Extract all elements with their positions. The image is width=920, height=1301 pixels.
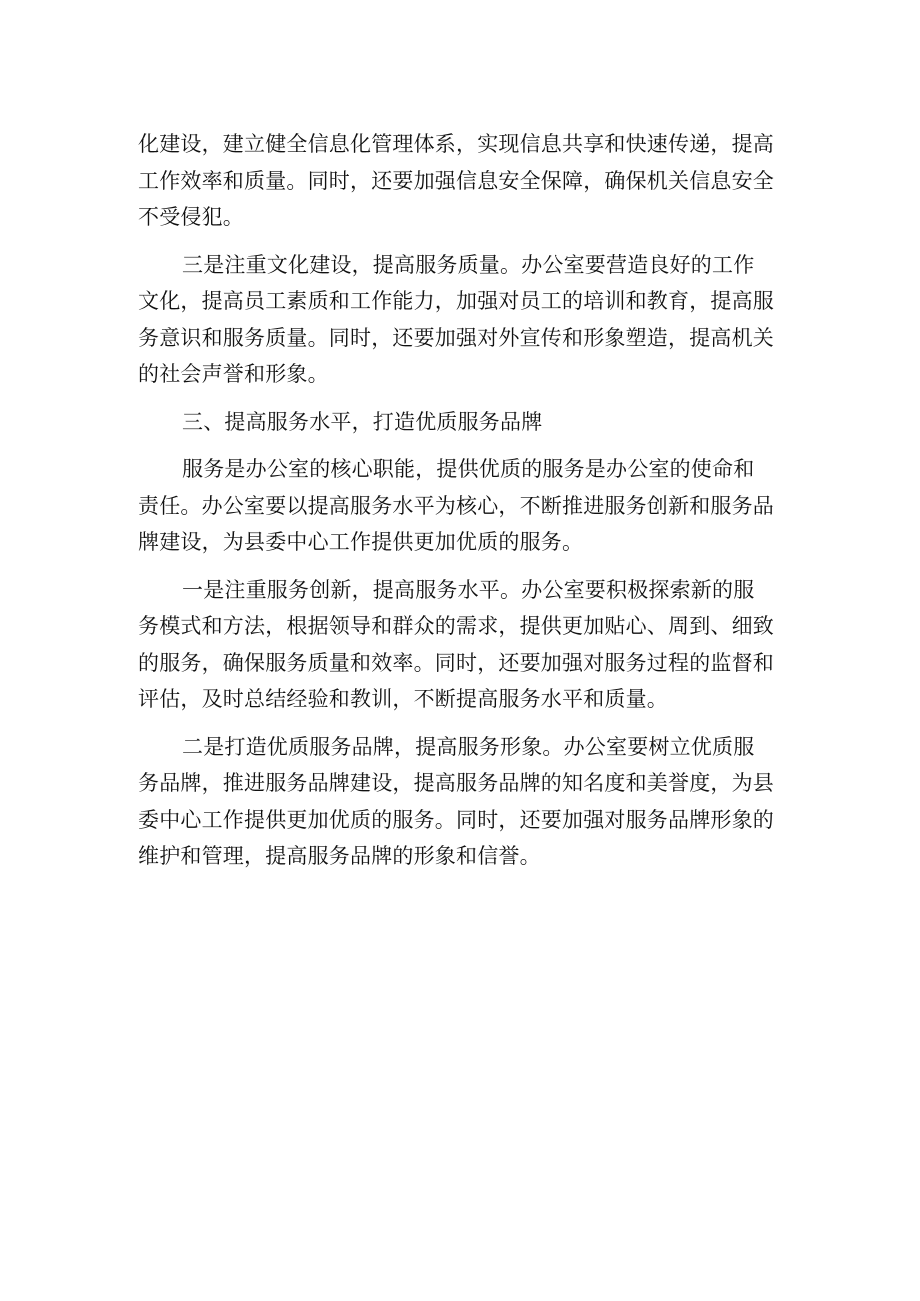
text-line: 牌建设，为县委中心工作提供更加优质的服务。 (138, 530, 584, 554)
text-line: 务意识和服务质量。同时，还要加强对外宣传和形象塑造，提高机关 (138, 325, 774, 350)
text-line: 责任。办公室要以提高服务水平为核心，不断推进服务创新和服务品 (138, 493, 774, 518)
text-line: 二是打造优质服务品牌，提高服务形象。办公室要树立优质服 (182, 734, 755, 759)
text-line: 服务是办公室的核心职能，提供优质的服务是办公室的使命和 (182, 457, 755, 481)
paragraph-3 (138, 451, 782, 561)
text-line: 的社会声誉和形象。 (138, 362, 329, 386)
paragraph-4 (138, 572, 782, 718)
text-line: 化建设，建立健全信息化管理体系，实现信息共享和快速传递，提高 (138, 132, 774, 156)
text-line: 一是注重服务创新，提高服务水平。办公室要积极探索新的服 (182, 577, 755, 602)
text-line: 文化，提高员工素质和工作能力，加强对员工的培训和教育，提高服 (138, 289, 774, 313)
text-line: 评估，及时总结经验和教训，不断提高服务水平和质量。 (138, 687, 668, 711)
text-line: 务模式和方法，根据领导和群众的需求，提供更加贴心、周到、细致 (138, 614, 774, 638)
paragraph-1 (138, 126, 782, 236)
text-line: 不受侵犯。 (138, 205, 244, 229)
document-page (138, 126, 782, 886)
section-heading (138, 404, 782, 441)
text-line: 的服务，确保服务质量和效率。同时，还要加强对服务过程的监督和 (138, 650, 774, 675)
paragraph-2 (138, 247, 782, 393)
text-line: 三是注重文化建设，提高服务质量。办公室要营造良好的工作 (182, 252, 755, 277)
text-line: 委中心工作提供更加优质的服务。同时，还要加强对服务品牌形象的 (138, 807, 774, 832)
text-line: 务品牌，推进服务品牌建设，提高服务品牌的知名度和美誉度，为县 (138, 771, 774, 795)
paragraph-5 (138, 729, 782, 875)
text-line: 维护和管理，提高服务品牌的形象和信誉。 (138, 844, 541, 868)
text-line: 工作效率和质量。同时，还要加强信息安全保障，确保机关信息安全 (138, 168, 774, 193)
heading-line: 三、提高服务水平，打造优质服务品牌 (182, 409, 543, 434)
